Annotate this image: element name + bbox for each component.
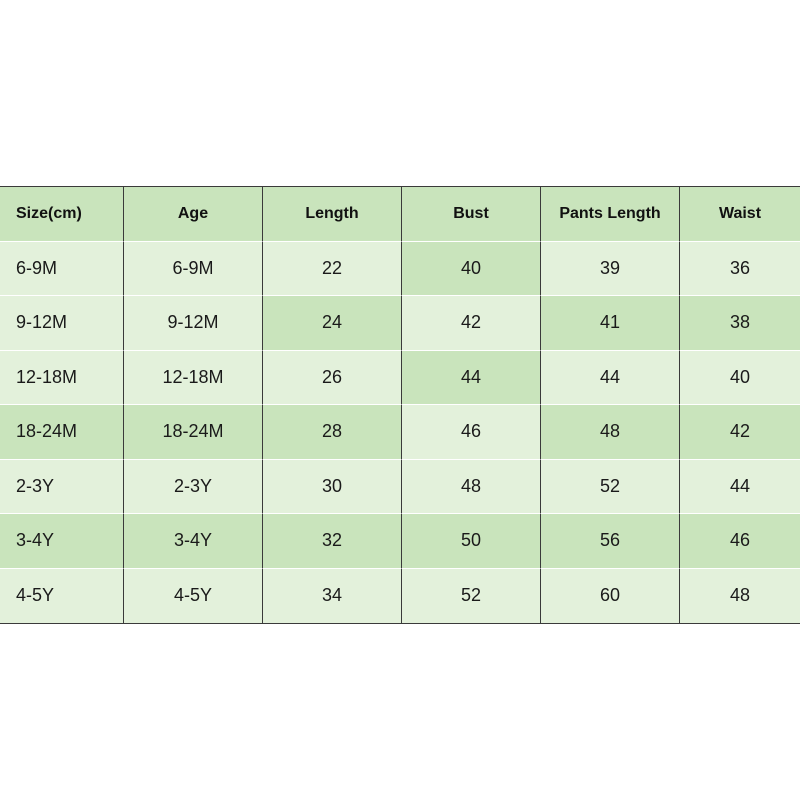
cell-age: 2-3Y — [124, 460, 263, 515]
cell-length: 22 — [263, 242, 402, 297]
header-size: Size(cm) — [0, 187, 124, 242]
cell-bust: 40 — [402, 242, 541, 297]
cell-length: 30 — [263, 460, 402, 515]
cell-waist: 44 — [680, 460, 800, 515]
cell-pants-length: 60 — [541, 569, 680, 624]
cell-length: 26 — [263, 351, 402, 406]
cell-pants-length: 48 — [541, 405, 680, 460]
header-pants-length: Pants Length — [541, 187, 680, 242]
cell-age: 4-5Y — [124, 569, 263, 624]
cell-age: 18-24M — [124, 405, 263, 460]
cell-length: 24 — [263, 296, 402, 351]
cell-pants-length: 41 — [541, 296, 680, 351]
cell-pants-length: 56 — [541, 514, 680, 569]
cell-waist: 42 — [680, 405, 800, 460]
header-age: Age — [124, 187, 263, 242]
cell-size: 3-4Y — [0, 514, 124, 569]
cell-bust: 46 — [402, 405, 541, 460]
cell-waist: 38 — [680, 296, 800, 351]
cell-size: 6-9M — [0, 242, 124, 297]
cell-size: 9-12M — [0, 296, 124, 351]
cell-bust: 48 — [402, 460, 541, 515]
cell-pants-length: 39 — [541, 242, 680, 297]
cell-size: 4-5Y — [0, 569, 124, 624]
cell-length: 34 — [263, 569, 402, 624]
header-length: Length — [263, 187, 402, 242]
cell-age: 12-18M — [124, 351, 263, 406]
size-chart-table — [0, 186, 800, 624]
cell-size: 12-18M — [0, 351, 124, 406]
cell-age: 3-4Y — [124, 514, 263, 569]
cell-size: 2-3Y — [0, 460, 124, 515]
cell-size: 18-24M — [0, 405, 124, 460]
cell-length: 28 — [263, 405, 402, 460]
cell-bust: 42 — [402, 296, 541, 351]
cell-pants-length: 44 — [541, 351, 680, 406]
cell-length: 32 — [263, 514, 402, 569]
header-waist: Waist — [680, 187, 800, 242]
cell-waist: 36 — [680, 242, 800, 297]
cell-age: 6-9M — [124, 242, 263, 297]
cell-waist: 46 — [680, 514, 800, 569]
cell-bust: 52 — [402, 569, 541, 624]
cell-pants-length: 52 — [541, 460, 680, 515]
cell-bust: 50 — [402, 514, 541, 569]
cell-bust: 44 — [402, 351, 541, 406]
cell-age: 9-12M — [124, 296, 263, 351]
header-bust: Bust — [402, 187, 541, 242]
cell-waist: 48 — [680, 569, 800, 624]
cell-waist: 40 — [680, 351, 800, 406]
